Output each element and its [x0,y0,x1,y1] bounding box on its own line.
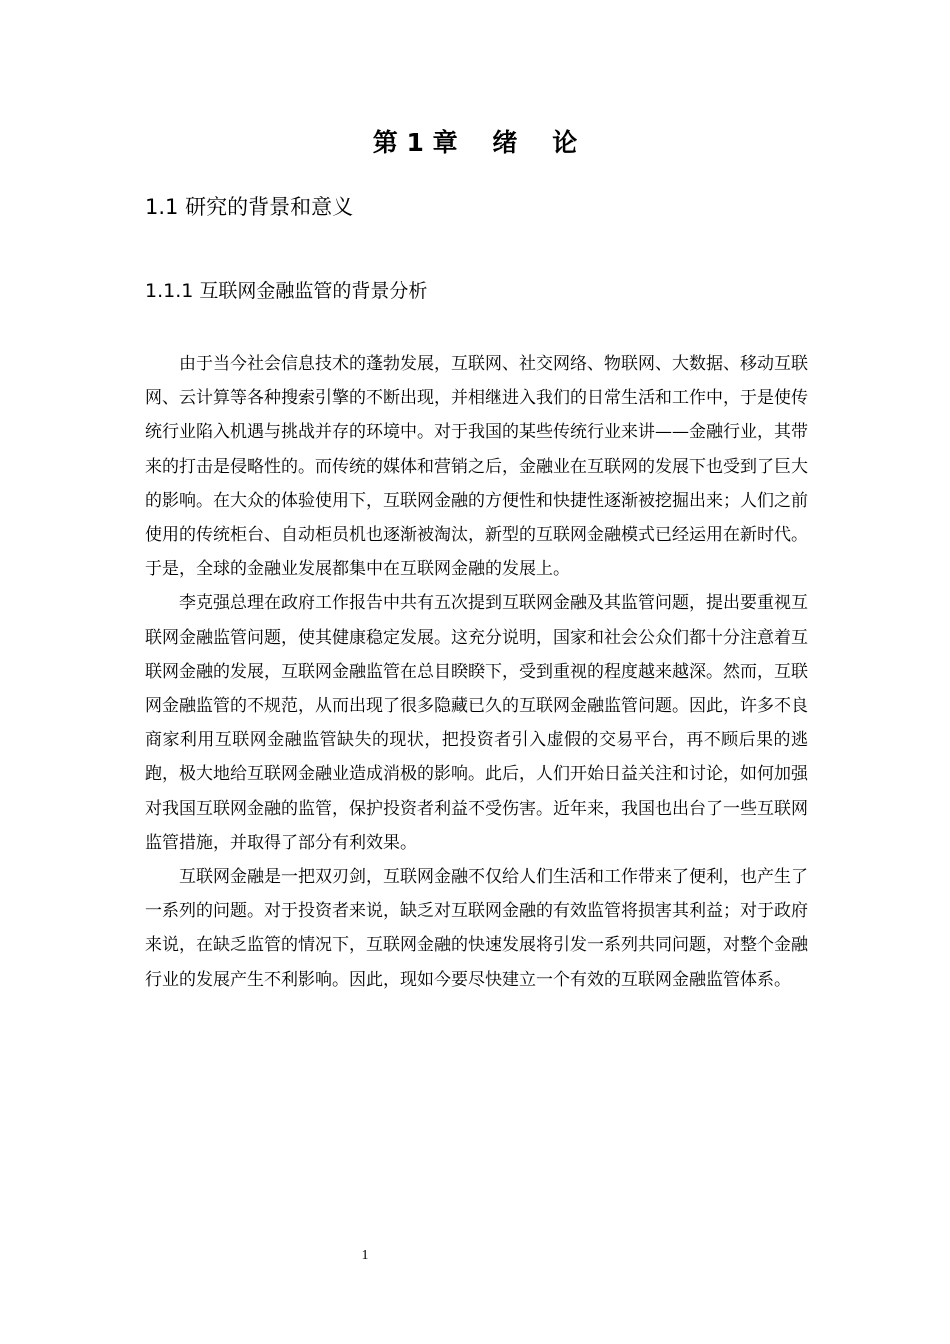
section-heading: 1.1 研究的背景和意义 [145,195,354,219]
subsection-heading: 1.1.1 互联网金融监管的背景分析 [145,280,428,302]
chapter-title: 第 1 章 绪 论 [372,128,578,157]
paragraph-2: 李克强总理在政府工作报告中共有五次提到互联网金融及其监管问题，提出要重视互联网金融监管问题，使其健康稳定发展。这充分说明，国家和社会公众们都十分注意着互联网金融的发展，互联网金融监管在总目睽睽下，受到重视的程度越来越深。然而，互联网金融监管的不规范，从而出现了很多隐藏已久的互联网金融监管问题。因此，许多不良商家利用互联网金融监管缺失的现状，把投资者引入虚假的交易平台，再不顾后果的逃跑，极大地给互联网金融业造成消极的影响。此后，人们开始日益关注和讨论，如何加强对我国互联网金融的监管，保护投资者利益不受伤害。近年来，我国也出台了一些互联网监管措施，并取得了部分有利效果。 [145,593,808,853]
paragraph-3: 互联网金融是一把双刃剑，互联网金融不仅给人们生活和工作带来了便利，也产生了一系列的问题。对于投资者来说，缺乏对互联网金融的有效监管将损害其利益；对于政府来说，在缺乏监管的情况下，互联网金融的快速发展将引发一系列共同问题，对整个金融行业的发展产生不利影响。因此，现如今要尽快建立一个有效的互联网金融监管体系。 [145,867,808,990]
body-text [145,347,808,997]
page-number: 1 [361,1248,369,1263]
paragraph-1: 由于当今社会信息技术的蓬勃发展，互联网、社交网络、物联网、大数据、移动互联网、云计算等各种搜索引擎的不断出现，并相继进入我们的日常生活和工作中，于是使传统行业陷入机遇与挑战并存的环境中。对于我国的某些传统行业来讲——金融行业，其带来的打击是侵略性的。而传统的媒体和营销之后，金融业在互联网的发展下也受到了巨大的影响。在大众的体验使用下，互联网金融的方便性和快捷性逐渐被挖掘出来；人们之前使用的传统柜台、自动柜员机也逐渐被淘汰，新型的互联网金融模式已经运用在新时代。于是，全球的金融业发展都集中在互联网金融的发展上。 [145,354,808,580]
